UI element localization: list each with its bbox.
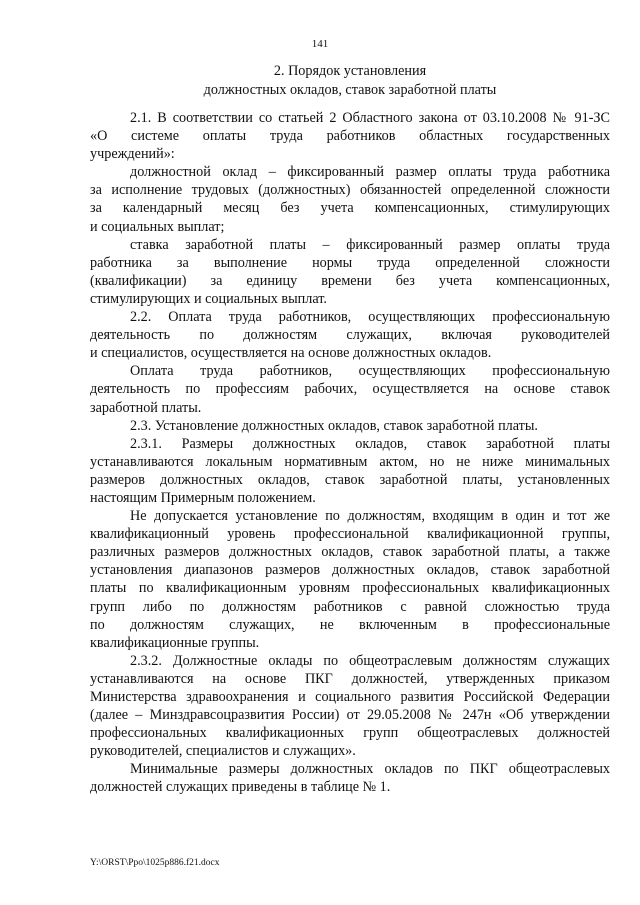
text-line: должностной оклад – фиксированный размер оплаты труда работника xyxy=(130,164,610,181)
paragraph-workers-pay xyxy=(90,362,610,416)
text-line: и социальных выплат; xyxy=(90,218,225,235)
text-line: и специалистов, осуществляется на основе должностных окладов. xyxy=(90,345,492,362)
text-line: устанавливаются локальным нормативным актом, но не ниже минимальных xyxy=(90,453,610,470)
text-line: за календарный месяц без учета компенсационных, стимулирующих xyxy=(90,200,610,217)
text-line: (квалификации) за единицу времени без учета компенсационных, xyxy=(90,272,610,289)
text-line: 2.1. В соответствии со статьей 2 Областного закона от 03.10.2008 № 91-ЗС xyxy=(130,110,610,126)
text-line: деятельность по профессиям рабочих, осуществляется на основе ставок xyxy=(90,381,610,398)
paragraph-prohibition xyxy=(90,507,610,652)
text-line: работника за выполнение нормы труда определенной сложности xyxy=(90,254,610,271)
section-heading-line-1: 2. Порядок установления xyxy=(273,63,427,79)
text-line: размеров должностных окладов, ставок заработной платы, установленных xyxy=(90,471,610,488)
text-line: учреждений»: xyxy=(90,146,175,163)
text-line: за исполнение трудовых (должностных) обязанностей определенной сложности xyxy=(90,182,610,199)
file-path-footer: Y:\ORST\Ppo\1025p886.f21.docx xyxy=(90,858,220,868)
text-line: профессиональных квалификационных групп общеотраслевых должностей xyxy=(90,725,610,742)
text-line: устанавливаются на основе ПКГ должностей, утвержденных приказом xyxy=(90,670,610,687)
text-line: квалификационные группы. xyxy=(90,634,260,651)
text-line: Оплата труда работников, осуществляющих профессиональную xyxy=(130,363,610,380)
page-number: 141 xyxy=(311,38,329,50)
text-line: 2.3.1. Размеры должностных окладов, ставок заработной платы xyxy=(130,435,610,452)
text-line: квалификационный уровень профессиональной квалификационной группы, xyxy=(90,526,610,543)
paragraph-2-3 xyxy=(90,417,610,435)
text-line: ставка заработной платы – фиксированный размер оплаты труда xyxy=(130,236,610,253)
paragraph-minimum-salaries xyxy=(90,760,610,796)
text-line: «О системе оплаты труда работников областных государственных xyxy=(90,128,610,145)
text-line: различных размеров должностных окладов, ставок заработной платы, а также xyxy=(90,544,610,561)
text-line: настоящим Примерным положением. xyxy=(90,489,316,506)
text-line: Министерства здравоохранения и социального развития Российской Федерации xyxy=(90,689,610,705)
text-line: установления диапазонов размеров должностных окладов, ставок заработной xyxy=(90,562,610,579)
paragraph-definition-salary xyxy=(90,163,610,235)
text-line: 2.3. Установление должностных окладов, ставок заработной платы. xyxy=(130,417,538,434)
document-body xyxy=(90,109,610,797)
text-line: Минимальные размеры должностных окладов по ПКГ общеотраслевых xyxy=(130,761,610,778)
paragraph-2-1 xyxy=(90,109,610,163)
paragraph-2-3-2 xyxy=(90,652,610,761)
section-heading-line-2: должностных окладов, ставок заработной платы xyxy=(203,82,497,98)
text-line: (далее – Минздравсоцразвития России) от 29.05.2008 № 247н «Об утверждении xyxy=(90,707,610,724)
text-line: должностей служащих приведены в таблице № 1. xyxy=(90,779,391,796)
text-line: групп либо по должностям работников с равной сложностью труда xyxy=(90,598,610,615)
text-line: 2.2. Оплата труда работников, осуществляющих профессиональную xyxy=(130,309,610,326)
text-line: руководителей, специалистов и служащих». xyxy=(90,743,356,760)
paragraph-2-2 xyxy=(90,308,610,362)
text-line: платы по квалификационным уровням профессиональных квалификационных xyxy=(90,580,610,597)
paragraph-2-3-1 xyxy=(90,435,610,507)
text-line: деятельность по должностям служащих, включая руководителей xyxy=(90,327,610,344)
text-line: по должностям служащих, не включенным в профессиональные xyxy=(90,616,610,633)
text-line: стимулирующих и социальных выплат. xyxy=(90,290,327,307)
text-line: Не допускается установление по должностям, входящим в один и тот же xyxy=(130,508,610,525)
text-line: 2.3.2. Должностные оклады по общеотраслевым должностям служащих xyxy=(130,652,610,669)
text-line: заработной платы. xyxy=(90,399,202,416)
paragraph-definition-wage-rate xyxy=(90,236,610,308)
section-heading xyxy=(90,62,610,100)
